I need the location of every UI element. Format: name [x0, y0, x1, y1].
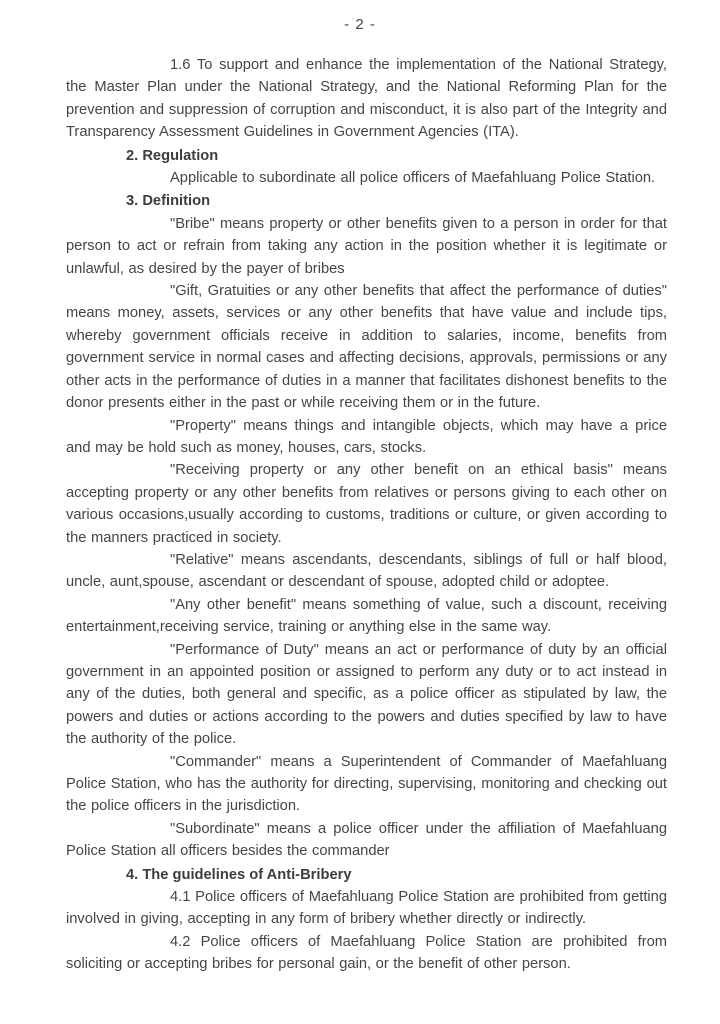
page-number: - 2 - — [344, 16, 376, 33]
body-paragraph: "Performance of Duty" means an act or performance of duty by an official government in an appointed position or assigned to perform any duty or to act instead in any of the duties, both general and specific, as a police officer as stipulated by law, the powers and duties or actions according to the powers and duties specified by law to have the authority of the police. — [66, 641, 667, 748]
body-paragraph: "Bribe" means property or other benefits given to a person in order for that person to act or refrain from taking any action in the position whether it is legitimate or unlawful, as desired by the payer of bribes — [66, 215, 667, 277]
section-heading: 2. Regulation — [126, 147, 219, 164]
body-paragraph: "Gift, Gratuities or any other benefits that affect the performance of duties" means money, assets, services or any other benefits that have value and include tips, whereby government officials receive in addition to salaries, income, benefits from government service in normal cases and affecting decisions, approvals, permissions or any other acts in the performance of duties in a manner that facilitates dishonest benefits to the donor presents either in the past or while receiving them or in the future. — [66, 283, 667, 412]
body-paragraph: 4.1 Police officers of Maefahluang Police Station are prohibited from getting involved in giving, accepting in any form of bribery whether directly or indirectly. — [66, 889, 667, 928]
body-paragraph: "Relative" means ascendants, descendants, siblings of full or half blood, uncle, aunt,spouse, ascendant or descendant of spouse, adopted child or adoptee. — [66, 551, 667, 591]
section-heading: 3. Definition — [126, 193, 211, 210]
body-paragraph: "Commander" means a Superintendent of Commander of Maefahluang Police Station, who has the authority for directing, supervising, monitoring and checking out the police officers in the jurisdiction. — [66, 753, 667, 815]
body-paragraph: "Subordinate" means a police officer under the affiliation of Maefahluang Police Station all officers besides the commander — [66, 820, 667, 860]
section-heading: 4. The guidelines of Anti-Bribery — [126, 866, 352, 883]
body-paragraph: "Any other benefit" means something of value, such a discount, receiving entertainment,receiving service, training or anything else in the same way. — [66, 596, 667, 636]
body-paragraph: "Receiving property or any other benefit on an ethical basis" means accepting property or any other benefits from relatives or persons giving to each other on various occasions,usually according to customs, traditions or culture, or given according to the manners practiced in society. — [66, 462, 667, 546]
body-paragraph: Applicable to subordinate all police officers of Maefahluang Police Station. — [170, 170, 656, 187]
body-paragraph: "Property" means things and intangible objects, which may have a price and may be hold such as money, houses, cars, stocks. — [66, 417, 667, 456]
body-paragraph: 4.2 Police officers of Maefahluang Police Station are prohibited from soliciting or accepting bribes for personal gain, or the benefit of other person. — [66, 933, 667, 973]
body-paragraph: 1.6 To support and enhance the implementation of the National Strategy, the Master Plan under the National Strategy, and the National Reforming Plan for the prevention and suppression of corruption and misconduct, it is also part of the Integrity and Transparency Assessment Guidelines in Government Agencies (ITA). — [66, 57, 667, 141]
document-body — [0, 33, 720, 976]
